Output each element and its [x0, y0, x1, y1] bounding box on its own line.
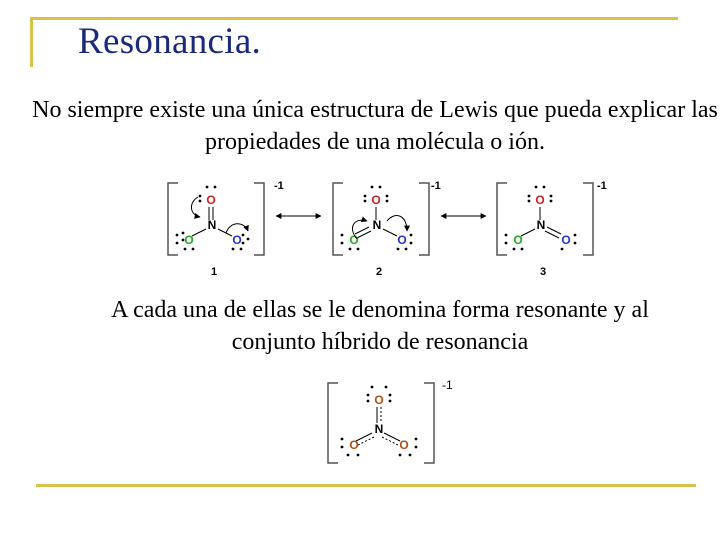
charge-label: -1 — [597, 180, 607, 192]
electron-arrow — [226, 224, 248, 233]
electron-arrow — [387, 216, 407, 231]
intro-paragraph: No siempre existe una única estructura de Lewis que pueda explicar las propiedades de una molécula o ión. — [32, 97, 718, 155]
bracket-right — [424, 383, 434, 463]
oxygen-left: O — [184, 233, 194, 247]
oxygen-top: O — [371, 193, 381, 207]
oxygen-left: O — [513, 233, 523, 247]
oxygen-left: O — [349, 438, 359, 452]
bottom-accent-line — [36, 484, 696, 487]
structure-number: 3 — [539, 266, 547, 278]
resonance-paragraph: A cada una de ellas se le denomina forma resonante y al conjunto híbrido de resonancia — [111, 297, 649, 355]
charge-label: -1 — [431, 180, 441, 192]
nitrogen-center: N — [372, 218, 382, 232]
charge-label: -1 — [274, 180, 284, 192]
nitrogen-center: N — [536, 218, 546, 232]
nitrogen-center: N — [207, 218, 217, 232]
structure-number: 1 — [210, 266, 218, 278]
electron-arrow — [191, 197, 200, 217]
oxygen-right: O — [561, 233, 571, 247]
bracket-right — [254, 183, 264, 255]
charge-label: -1 — [442, 378, 453, 392]
structure-number: 2 — [375, 266, 383, 278]
oxygen-top: O — [535, 193, 545, 207]
resonance-structure-3 — [497, 180, 607, 278]
nitrogen-center: N — [374, 422, 384, 436]
bracket-right — [419, 183, 429, 255]
oxygen-right: O — [399, 438, 409, 452]
oxygen-left: O — [349, 233, 359, 247]
resonance-structure-1 — [168, 180, 284, 278]
slide-title: Resonancia. — [78, 21, 262, 62]
bracket-right — [583, 183, 593, 255]
resonance-hybrid — [328, 378, 453, 463]
oxygen-top: O — [206, 193, 216, 207]
oxygen-right: O — [397, 233, 407, 247]
resonance-structure-2 — [333, 180, 441, 278]
oxygen-top: O — [374, 393, 384, 407]
bracket-left — [328, 383, 338, 463]
oxygen-right: O — [232, 233, 242, 247]
